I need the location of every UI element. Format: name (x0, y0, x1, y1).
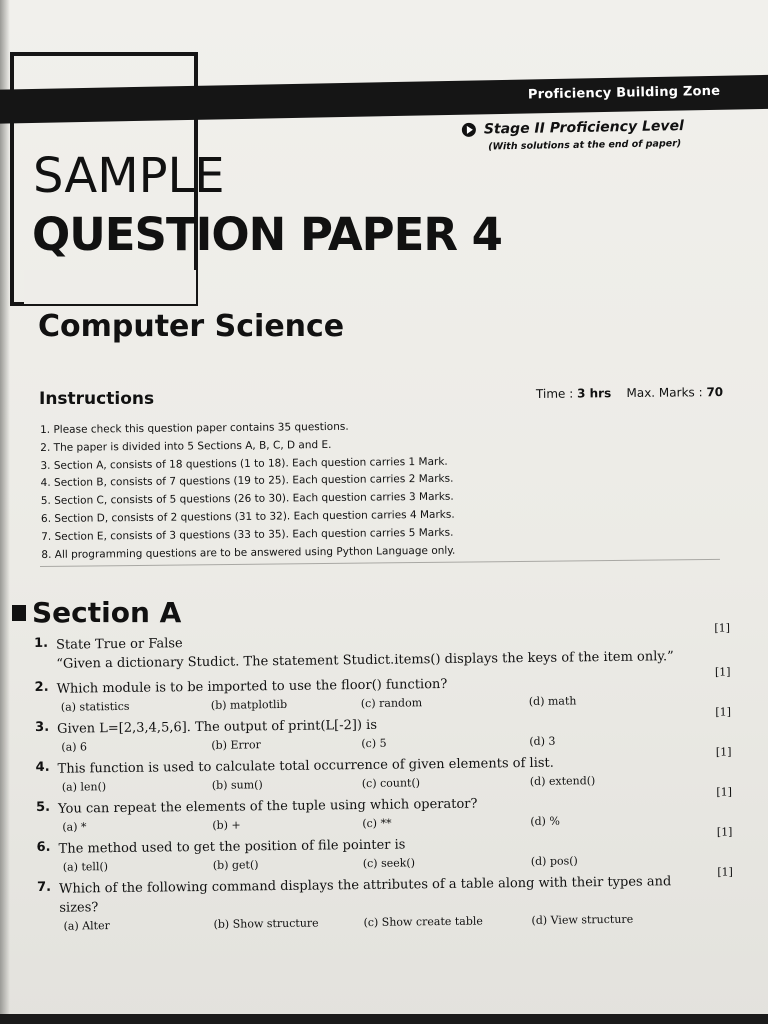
question-text: State True or False (56, 636, 183, 653)
section-heading (12, 596, 181, 629)
answer-option: (d) % (530, 814, 560, 828)
answer-option: (a) * (62, 820, 87, 834)
question-number: 3. (35, 719, 50, 735)
section-title: Section A (32, 596, 182, 629)
instruction-item: 7. Section E, consists of 3 questions (33 to 35). Each question carries 5 Marks. (41, 526, 454, 543)
answer-option: (b) Show structure (213, 916, 319, 931)
marks-value: 70 (706, 385, 724, 400)
instruction-item: 3. Section A, consists of 18 questions (1 to 18). Each question carries 1 Mark. (40, 455, 448, 472)
answer-option: (b) matplotlib (210, 697, 288, 712)
answer-option: (a) statistics (60, 699, 130, 714)
question-text-continued: sizes? (59, 900, 99, 916)
question-text: The method used to get the position of file pointer is (58, 837, 406, 857)
title-sample: SAMPLE (33, 148, 225, 204)
question-number: 4. (35, 759, 50, 775)
answer-option: (d) 3 (529, 734, 556, 748)
question-marks: [1] (714, 621, 731, 635)
answer-option: (c) random (360, 696, 423, 711)
instruction-item: 4. Section B, consists of 7 questions (19 to 25). Each question carries 2 Marks. (40, 473, 454, 490)
answer-option: (d) pos() (530, 854, 578, 868)
question-number: 7. (36, 879, 52, 895)
question (34, 665, 731, 714)
zone-label: Proficiency Building Zone (527, 83, 721, 103)
instruction-item: 2. The paper is divided into 5 Sections A, B, C, D and E. (40, 438, 332, 454)
answer-option: (c) seek() (362, 856, 416, 870)
questions-list (34, 621, 734, 938)
answer-option: (a) tell() (62, 860, 109, 874)
question-text-continued: “Given a dictionary Studict. The statement Studict.items() displays the keys of the item only.” (56, 649, 674, 672)
instructions-heading: Instructions (39, 389, 155, 409)
question-marks: [1] (716, 785, 733, 799)
stage-note: (With solutions at the end of paper) (488, 138, 682, 153)
question (34, 621, 731, 674)
answer-option: (d) extend() (529, 774, 596, 788)
instruction-item: 8. All programming questions are to be answered using Python Language only. (41, 544, 456, 561)
instruction-item: 6. Section D, consists of 2 questions (31 to 32). Each question carries 4 Marks. (40, 508, 455, 525)
question-number: 5. (36, 799, 51, 815)
time-marks (536, 385, 723, 401)
subject-title: Computer Science (38, 309, 345, 344)
answer-option: (a) Alter (63, 919, 110, 933)
answer-option: (b) Error (211, 738, 261, 752)
play-circle-icon (462, 123, 476, 137)
answer-option: (d) math (528, 694, 577, 708)
stage-block (462, 118, 684, 153)
answer-option: (c) Show create table (363, 914, 483, 929)
answer-option: (b) sum() (211, 778, 263, 792)
stage-label: Stage II Proficiency Level (483, 118, 684, 138)
answer-option: (c) 5 (361, 736, 387, 751)
question-marks: [1] (715, 705, 732, 719)
instruction-item: 5. Section C, consists of 5 questions (26 to 30). Each question carries 3 Marks. (40, 490, 454, 508)
question-number: 2. (34, 679, 49, 695)
page-bottom-edge (0, 1014, 768, 1024)
answer-option: (c) count() (361, 776, 421, 791)
instructions-list (40, 417, 561, 565)
question-text: Which of the following command displays the attributes of a table along with their types and (59, 874, 672, 897)
stage-line (462, 118, 684, 138)
question-number: 1. (34, 635, 49, 651)
time-value: 3 hrs (576, 386, 612, 401)
time-label: Time : (535, 386, 578, 401)
frame-gap (24, 270, 196, 304)
question-number: 6. (36, 839, 51, 855)
title-question-paper: QUESTION PAPER 4 (32, 208, 502, 261)
page-shadow (0, 0, 10, 1024)
answer-option: (d) View structure (531, 912, 634, 927)
marks-label: Max. Marks : (626, 385, 707, 401)
answer-option: (b) get() (212, 858, 259, 872)
square-bullet-icon (12, 605, 26, 621)
question-text: You can repeat the elements of the tuple using which operator? (58, 796, 478, 817)
question-marks: [1] (714, 665, 731, 679)
question-text: Which module is to be imported to use the floor() function? (56, 676, 448, 697)
answer-option: (a) 6 (61, 740, 88, 754)
answer-option: (c) ** (362, 816, 392, 831)
question-text: This function is used to calculate total occurrence of given elements of list. (57, 755, 554, 777)
answer-option: (a) len() (61, 780, 107, 794)
answer-option: (b) + (212, 818, 241, 832)
question-marks: [1] (717, 865, 734, 879)
instruction-item: 1. Please check this question paper contains 35 questions. (40, 420, 349, 436)
question-marks: [1] (715, 745, 732, 759)
question-text: Given L=[2,3,4,5,6]. The output of print(L[-2]) is (57, 717, 378, 737)
question-marks: [1] (716, 825, 733, 839)
question (36, 825, 733, 874)
